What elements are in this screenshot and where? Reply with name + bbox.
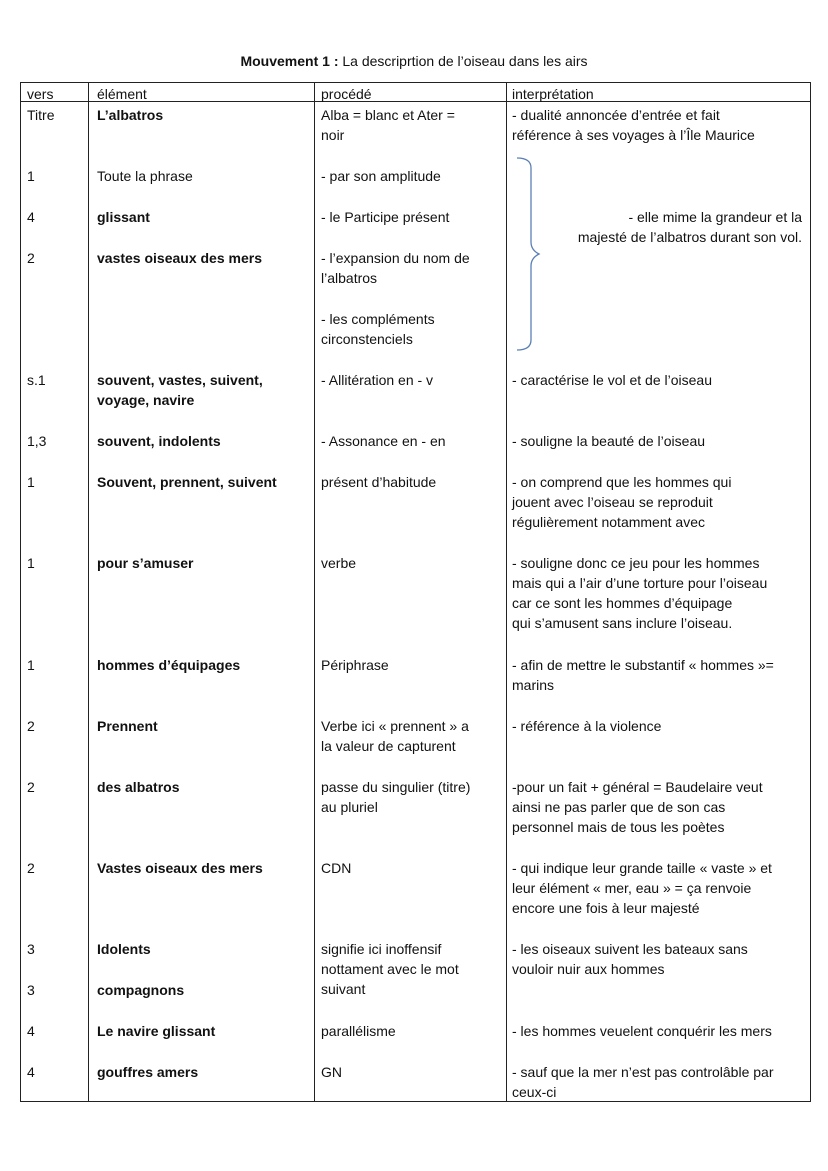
interpretation-line: - souligne donc ce jeu pour les hommes (512, 555, 760, 571)
procede-line: CDN (321, 860, 352, 876)
interpretation-line: qui s’amusent sans inclure l’oiseau. (512, 615, 733, 631)
element-cell: glissant (97, 209, 150, 225)
interpretation-line: - les hommes veuelent conquérir les mers (512, 1023, 772, 1039)
procede-line: nottament avec le mot (321, 961, 459, 977)
procede-line: parallélisme (321, 1023, 396, 1039)
element-cell: vastes oiseaux des mers (97, 250, 262, 266)
procede-line: signifie ici inoffensif (321, 941, 442, 957)
interpretation-line: - caractérise le vol et de l’oiseau (512, 372, 712, 388)
interpretation-line: ceux-ci (512, 1084, 557, 1100)
vers-cell: 1 (27, 168, 35, 184)
vers-cell: 1 (27, 474, 35, 490)
vers-cell: 1,3 (27, 433, 47, 449)
element-cell: Le navire glissant (97, 1023, 216, 1039)
interpretation-line: jouent avec l’oiseau se reproduit (512, 494, 713, 510)
interpretation-line: - qui indique leur grande taille « vaste » et (512, 860, 772, 876)
element-cell: hommes d’équipages (97, 657, 241, 673)
interpretation-line: - les oiseaux suivent les bateaux sans (512, 941, 748, 957)
interpretation-line: - sauf que la mer n’est pas controlâble par (512, 1064, 774, 1080)
interpretation-line: - référence à la violence (512, 718, 662, 734)
procede-line: - l’expansion du nom de (321, 250, 470, 266)
vers-cell: 2 (27, 779, 35, 795)
column-divider (88, 83, 89, 1101)
element-line: voyage, navire (97, 392, 195, 408)
procede-line: - les compléments (321, 311, 435, 327)
title-prefix: Mouvement 1 : (240, 53, 339, 69)
element-cell: Vastes oiseaux des mers (97, 860, 263, 876)
interpretation-line: ainsi ne pas parler que de son cas (512, 799, 726, 815)
analysis-table (20, 82, 811, 1102)
procede-line: la valeur de capturent (321, 738, 456, 754)
procede-line: - le Participe présent (321, 209, 450, 225)
vers-cell: 3 (27, 982, 35, 998)
element-cell: compagnons (97, 982, 185, 998)
procede-line: - Assonance en - en (321, 433, 446, 449)
element-cell: Idolents (97, 941, 151, 957)
procede-line: - Allitération en - v (321, 372, 434, 388)
procede-line: Alba = blanc et Ater = (321, 107, 455, 123)
vers-cell: Titre (27, 107, 55, 123)
header-vers: vers (27, 86, 54, 102)
interpretation-line: leur élément « mer, eau » = ça renvoie (512, 880, 752, 896)
header-interpretation: interprétation (512, 86, 594, 102)
vers-cell: 4 (27, 1023, 35, 1039)
interpretation-line: marins (512, 677, 555, 693)
vers-cell: 4 (27, 209, 35, 225)
vers-cell: s.1 (27, 372, 46, 388)
procede-line: circonstenciels (321, 331, 413, 347)
vers-cell: 4 (27, 1064, 35, 1080)
vers-cell: 1 (27, 657, 35, 673)
procede-line: Verbe ici « prennent » a (321, 718, 469, 734)
interpretation-line: référence à ses voyages à l’Île Maurice (512, 127, 755, 143)
procede-line: au pluriel (321, 799, 378, 815)
column-divider (506, 83, 507, 1101)
interpretation-line: car ce sont les hommes d’équipage (512, 595, 733, 611)
element-line: souvent, vastes, suivent, (97, 372, 263, 388)
procede-line: GN (321, 1064, 342, 1080)
procede-line: verbe (321, 555, 357, 571)
element-cell: pour s’amuser (97, 555, 194, 571)
vers-cell: 1 (27, 555, 35, 571)
interpretation-line: personnel mais de tous les poètes (512, 819, 725, 835)
interpretation-line: - afin de mettre le substantif « hommes »= (512, 657, 774, 673)
procede-line: présent d’habitude (321, 474, 437, 490)
procede-line: l’albatros (321, 270, 378, 286)
title-text: La descriprtion de l’oiseau dans les airs (342, 53, 588, 69)
element-cell: Toute la phrase (97, 168, 193, 184)
header-element: élément (97, 86, 147, 102)
interpretation-line: - on comprend que les hommes qui (512, 474, 732, 490)
bracket-interpretation-line: majesté de l’albatros durant son vol. (577, 229, 802, 245)
element-cell: Souvent, prennent, suivent (97, 474, 277, 490)
vers-cell: 2 (27, 250, 35, 266)
procede-line: Périphrase (321, 657, 389, 673)
vers-cell: 2 (27, 718, 35, 734)
column-divider (314, 83, 315, 1101)
interpretation-line: encore une fois à leur majesté (512, 900, 700, 916)
interpretation-line: - dualité annoncée d’entrée et fait (512, 107, 720, 123)
element-cell: gouffres amers (97, 1064, 199, 1080)
interpretation-line: - souligne la beauté de l’oiseau (512, 433, 706, 449)
procede-line: noir (321, 127, 345, 143)
header-procede: procédé (321, 86, 372, 102)
vers-cell: 3 (27, 941, 35, 957)
page-title (0, 51, 828, 71)
bracket-icon (515, 156, 545, 352)
bracket-interpretation-line: - elle mime la grandeur et la (628, 209, 802, 225)
interpretation-line: régulièrement notamment avec (512, 514, 705, 530)
element-cell: des albatros (97, 779, 180, 795)
element-cell: Prennent (97, 718, 158, 734)
procede-line: - par son amplitude (321, 168, 441, 184)
interpretation-line: -pour un fait + général = Baudelaire veut (512, 779, 763, 795)
element-cell: souvent, indolents (97, 433, 221, 449)
interpretation-line: vouloir nuir aux hommes (512, 961, 665, 977)
vers-cell: 2 (27, 860, 35, 876)
element-cell: L’albatros (97, 107, 164, 123)
interpretation-line: mais qui a l’air d’une torture pour l’oiseau (512, 575, 768, 591)
procede-line: suivant (321, 981, 366, 997)
procede-line: passe du singulier (titre) (321, 779, 471, 795)
